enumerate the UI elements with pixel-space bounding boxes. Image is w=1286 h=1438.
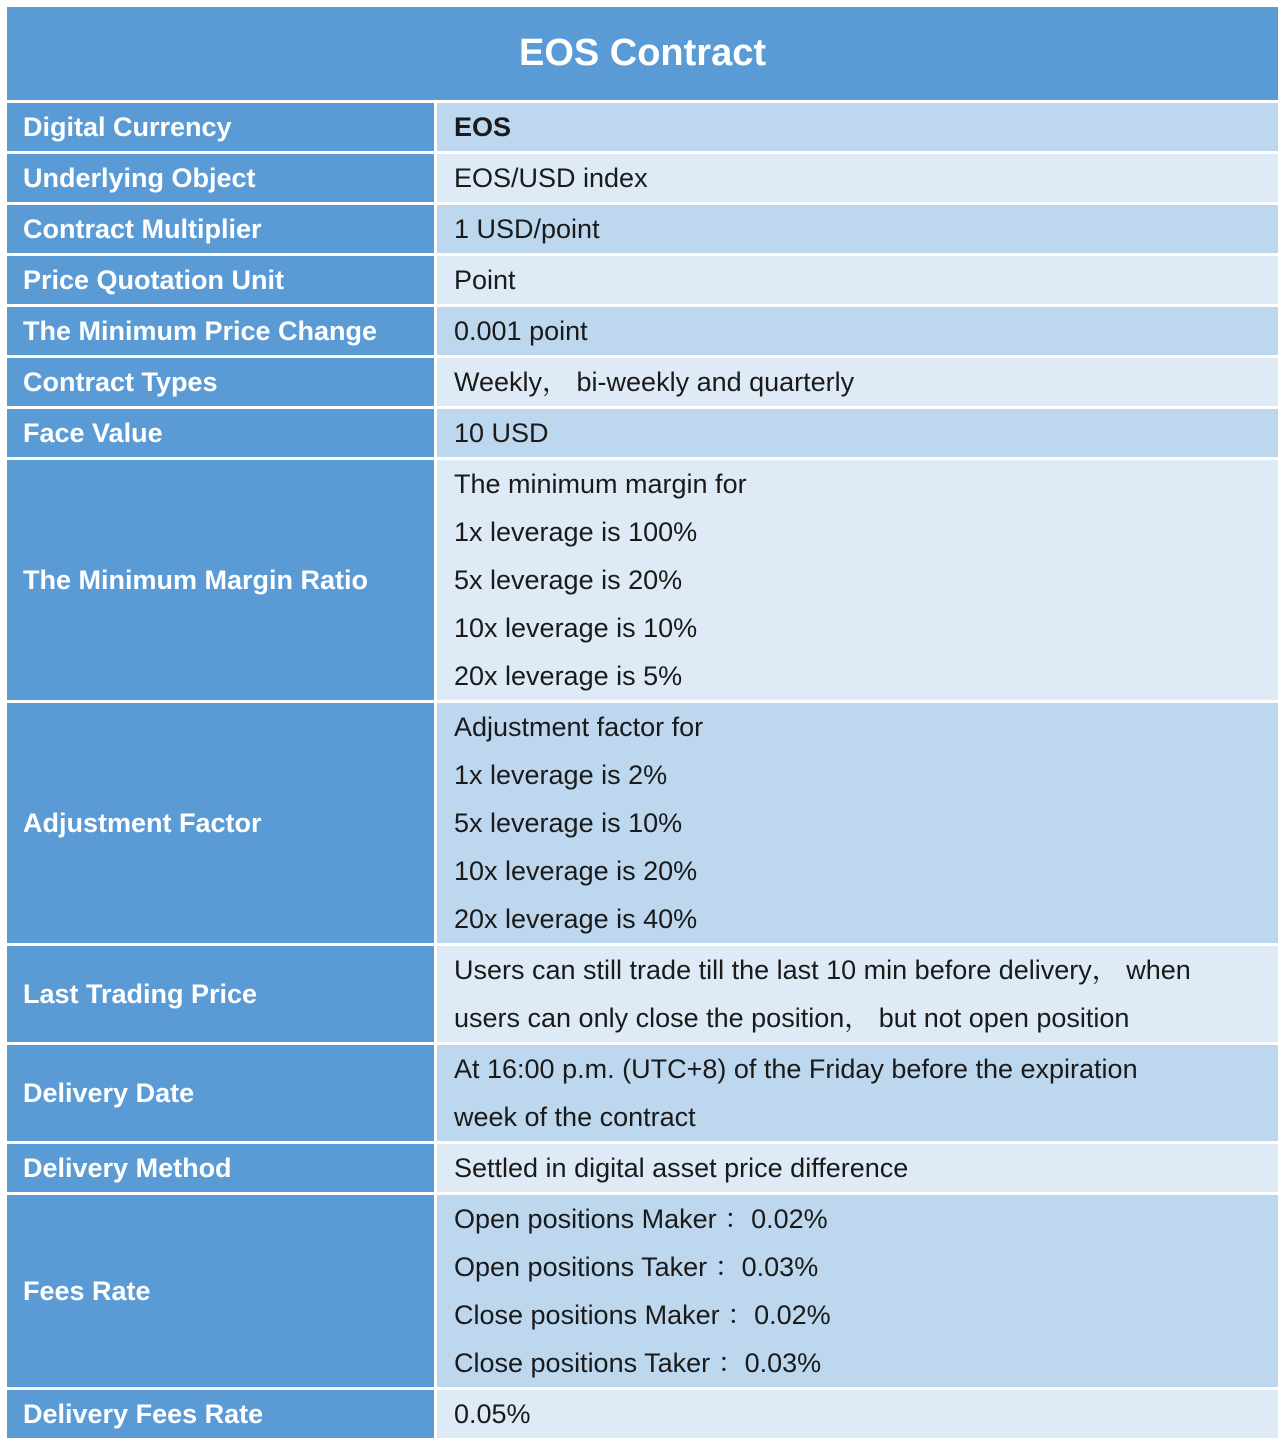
row-value bbox=[437, 154, 1278, 202]
value-line: users can only close the position， but not open position bbox=[454, 1003, 1130, 1033]
row-digital-currency bbox=[7, 103, 1278, 154]
row-contract-types bbox=[7, 358, 1278, 409]
value-line: At 16:00 p.m. (UTC+8) of the Friday before the expiration bbox=[454, 1054, 1138, 1084]
row-minimum-price-change bbox=[7, 307, 1278, 358]
row-label: Face Value bbox=[7, 409, 437, 457]
row-last-trading-price bbox=[7, 946, 1278, 1045]
row-label: Contract Multiplier bbox=[7, 205, 437, 253]
row-label: Adjustment Factor bbox=[7, 703, 437, 943]
row-value bbox=[437, 946, 1278, 1042]
row-label: Digital Currency bbox=[7, 103, 437, 151]
value-line: 10x leverage is 10% bbox=[454, 613, 698, 643]
value-line: 10x leverage is 20% bbox=[454, 856, 698, 886]
row-label: Price Quotation Unit bbox=[7, 256, 437, 304]
row-value bbox=[437, 205, 1278, 253]
row-label: The Minimum Price Change bbox=[7, 307, 437, 355]
value-line: Adjustment factor for bbox=[454, 712, 704, 742]
value-line: 20x leverage is 40% bbox=[454, 904, 698, 934]
value-line: 1x leverage is 100% bbox=[454, 517, 698, 547]
value-line: Weekly， bi-weekly and quarterly bbox=[454, 367, 855, 397]
row-label: Delivery Method bbox=[7, 1144, 437, 1192]
value-line: Settled in digital asset price difference bbox=[454, 1153, 909, 1183]
row-value bbox=[437, 460, 1278, 700]
value-line: Open positions Taker ：0.03% bbox=[454, 1252, 819, 1282]
row-adjustment-factor bbox=[7, 703, 1278, 946]
row-value bbox=[437, 307, 1278, 355]
value-line: 5x leverage is 10% bbox=[454, 808, 683, 838]
row-label: The Minimum Margin Ratio bbox=[7, 460, 437, 700]
row-value bbox=[437, 409, 1278, 457]
row-value bbox=[437, 358, 1278, 406]
row-contract-multiplier bbox=[7, 205, 1278, 256]
row-value bbox=[437, 1195, 1278, 1387]
value-line: Point bbox=[454, 265, 516, 295]
row-value bbox=[437, 103, 1278, 151]
table-title: EOS Contract bbox=[7, 7, 1278, 103]
value-line: EOS/USD index bbox=[454, 163, 648, 193]
value-line: week of the contract bbox=[454, 1102, 696, 1132]
contract-table bbox=[7, 7, 1278, 1438]
row-label: Last Trading Price bbox=[7, 946, 437, 1042]
value-line: 5x leverage is 20% bbox=[454, 565, 683, 595]
value-line: 1 USD/point bbox=[454, 214, 600, 244]
row-label: Contract Types bbox=[7, 358, 437, 406]
row-face-value bbox=[7, 409, 1278, 460]
value-line: Close positions Taker ：0.03% bbox=[454, 1348, 822, 1378]
row-label: Delivery Fees Rate bbox=[7, 1390, 437, 1438]
row-minimum-margin-ratio bbox=[7, 460, 1278, 703]
row-value bbox=[437, 256, 1278, 304]
value-line: 10 USD bbox=[454, 418, 549, 448]
value-line: Close positions Maker ：0.02% bbox=[454, 1300, 831, 1330]
row-label: Fees Rate bbox=[7, 1195, 437, 1387]
row-delivery-method bbox=[7, 1144, 1278, 1195]
value-line: 0.001 point bbox=[454, 316, 588, 346]
value-line: The minimum margin for bbox=[454, 469, 747, 499]
row-delivery-fees-rate bbox=[7, 1390, 1278, 1438]
row-delivery-date bbox=[7, 1045, 1278, 1144]
row-label: Delivery Date bbox=[7, 1045, 437, 1141]
value-line: 20x leverage is 5% bbox=[454, 661, 683, 691]
row-label: Underlying Object bbox=[7, 154, 437, 202]
row-value bbox=[437, 703, 1278, 943]
row-fees-rate bbox=[7, 1195, 1278, 1390]
row-value bbox=[437, 1390, 1278, 1438]
value-line: Users can still trade till the last 10 min before delivery， when bbox=[454, 955, 1191, 985]
row-value bbox=[437, 1045, 1278, 1141]
row-underlying-object bbox=[7, 154, 1278, 205]
value-line: Open positions Maker ：0.02% bbox=[454, 1204, 828, 1234]
row-value bbox=[437, 1144, 1278, 1192]
value-line: 0.05% bbox=[454, 1399, 531, 1429]
row-price-quotation-unit bbox=[7, 256, 1278, 307]
value-line: EOS bbox=[454, 112, 512, 142]
value-line: 1x leverage is 2% bbox=[454, 760, 668, 790]
